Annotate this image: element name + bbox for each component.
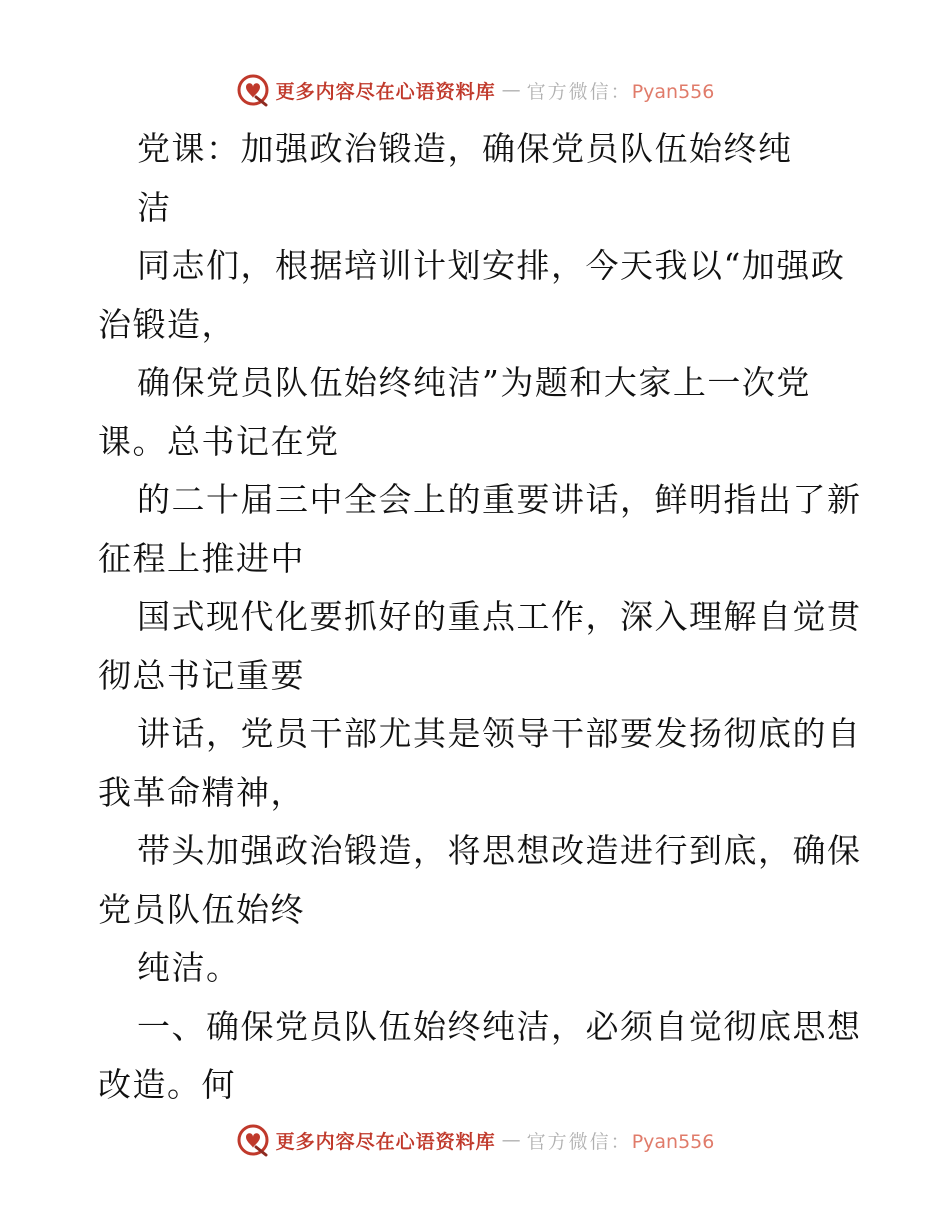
watermark-contact-label: 官方微信： [526, 1130, 632, 1153]
doc-title-line: 洁 [137, 187, 172, 227]
doc-text-line: 国式现代化要抓好的重点工作，深入理解自觉贯 [137, 597, 862, 636]
doc-text-line: 的二十届三中全会上的重要讲话，鲜明指出了新 [137, 480, 862, 519]
doc-text-line: 纯洁。 [137, 948, 241, 987]
doc-text-line: 带头加强政治锻造，将思想改造进行到底，确保 [137, 831, 862, 870]
watermark-brand-text: 更多内容尽在心语资料库 [275, 80, 496, 103]
watermark-contact-label: 官方微信： [526, 80, 632, 103]
doc-heading-line: 一、确保党员队伍始终纯洁，必须自觉彻底思想 [137, 1006, 862, 1046]
document-body [0, 120, 950, 1115]
doc-text-line: 我革命精神， [98, 772, 305, 812]
watermark-separator: — [501, 79, 521, 101]
watermark-contact [527, 1127, 715, 1154]
doc-text-line: 改造。何 [98, 1065, 236, 1104]
doc-text-line: 课。总书记在党 [98, 421, 340, 461]
watermark-contact [527, 77, 715, 104]
doc-text-line: 同志们，根据培训计划安排，今天我以“加强政 [137, 246, 846, 285]
doc-text-line: 讲话，党员干部尤其是领导干部要发扬彻底的自 [137, 714, 862, 753]
heart-pen-logo-icon [236, 1123, 270, 1157]
doc-text-line: 治锻造， [98, 304, 236, 344]
doc-text-line: 确保党员队伍始终纯洁”为题和大家上一次党 [137, 363, 811, 402]
header-watermark [0, 70, 950, 110]
watermark-separator: — [501, 1129, 521, 1151]
watermark-contact-id: Pyan556 [631, 1130, 715, 1153]
watermark-contact-id: Pyan556 [631, 80, 715, 103]
doc-text-line: 党员队伍始终 [98, 889, 305, 929]
doc-text-line: 征程上推进中 [98, 538, 305, 578]
heart-pen-logo-icon [236, 73, 270, 107]
footer-watermark [0, 1120, 950, 1160]
doc-text-line: 彻总书记重要 [98, 655, 305, 695]
doc-title-line: 党课：加强政治锻造，确保党员队伍始终纯 [137, 129, 793, 168]
watermark-brand-text: 更多内容尽在心语资料库 [275, 1130, 496, 1153]
